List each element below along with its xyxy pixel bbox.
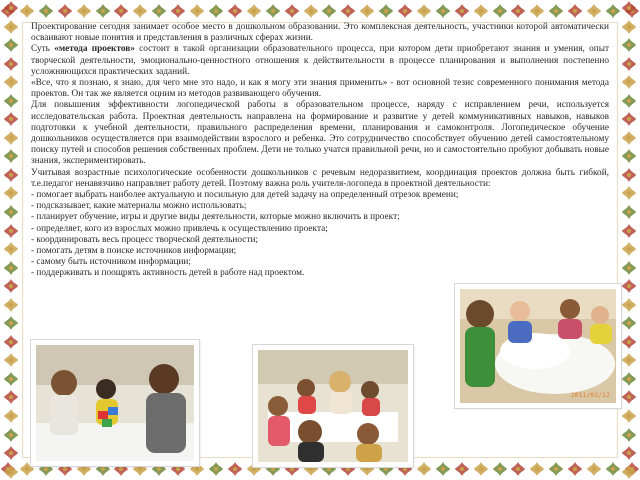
ornament-flower-icon [3,93,19,109]
ornament-flower-icon [3,352,19,368]
ornament-flower-icon [621,93,637,109]
ornament-flower-icon [621,278,637,294]
ornament-flower-icon [113,3,129,19]
ornament-flower-icon [416,3,432,19]
ornament-flower-icon [3,74,19,90]
ornament-flower-icon [529,461,545,477]
ornament-flower-icon [605,461,621,477]
ornament-flower-icon [621,204,637,220]
ornament-flower-icon [621,389,637,405]
paragraph-intro: Проектирование сегодня занимает особое место в дошкольном образовании. Это комплексная деятельность, участники которой автоматически осваивают новые понятия и представления в различных сферах жизни. [31,22,609,44]
ornament-flower-icon [624,461,640,477]
ornament-flower-icon [621,371,637,387]
paragraph-method-prefix: Суть [31,44,55,55]
ornament-flower-icon [510,461,526,477]
ornament-flower-icon [227,461,243,477]
list-item: - координировать весь процесс творческой деятельности; [31,234,258,245]
ornament-flower-icon [621,445,637,461]
ornament-flower-icon [621,223,637,239]
paragraph-method-rest: состоит в такой организации образовательного процесса, при котором дети приобретают знания и умения, опыт творческой деятельности, эмоционально-ценностного отношения к действительности в процессе планирования и выполнения постепенно усложняющихся практических заданий. [31,44,610,77]
paragraph-quote: «Все, что я познаю, я знаю, для чего мне это надо, и как я могу эти знания применить» - вот основной тезис современного понимания метода проектов. Он так же является оцним из методов развивающего обучения. [31,78,609,100]
paragraph-method-bold: «метода проектов» [54,44,135,55]
ornament-flower-icon [359,3,375,19]
ornament-flower-icon [621,130,637,146]
ornament-flower-icon [3,315,19,331]
ornament-flower-icon [621,297,637,313]
paragraph-coordination: Учитывая возрастные психологические особенности дошкольников с речевым недоразвитием, координация проектов должна быть гибкой, т.е.педагог ненавязчиво направляет работу детей. Поэтому важна роль учителя-логопеда в проектной деятельности: [31,167,609,189]
ornament-flower-icon [3,111,19,127]
ornament-flower-icon [621,260,637,276]
ornament-flower-icon [76,3,92,19]
list-item: - помогать детям в поиске источников информации; [31,246,237,257]
ornament-flower-icon [3,37,19,53]
ornament-flower-icon [621,427,637,443]
photo-date-stamp: 2011/02/12 [570,392,610,399]
ornament-flower-icon [189,3,205,19]
ornament-flower-icon [621,241,637,257]
ornament-flower-icon [3,334,19,350]
document-body [31,22,609,280]
ornament-flower-icon [3,148,19,164]
ornament-flower-icon [3,204,19,220]
ornament-border-right [618,0,640,480]
ornament-flower-icon [621,0,637,16]
ornament-flower-icon [621,56,637,72]
ornament-flower-icon [3,241,19,257]
ornament-flower-icon [284,3,300,19]
ornament-flower-icon [435,461,451,477]
list-item: - подсказывает, какие материалы можно использовать; [31,201,247,212]
ornament-flower-icon [3,408,19,424]
ornament-flower-icon [621,352,637,368]
ornament-flower-icon [492,461,508,477]
ornament-flower-icon [621,19,637,35]
ornament-flower-icon [378,3,394,19]
ornament-flower-icon [208,461,224,477]
ornament-flower-icon [19,3,35,19]
ornament-flower-icon [151,3,167,19]
ornament-flower-icon [321,3,337,19]
building-blocks-illustration [36,345,194,461]
ornament-flower-icon [3,445,19,461]
ornament-flower-icon [435,3,451,19]
ornament-flower-icon [621,334,637,350]
ornament-flower-icon [621,148,637,164]
ornament-flower-icon [510,3,526,19]
ornament-flower-icon [397,3,413,19]
ornament-flower-icon [227,3,243,19]
ornament-flower-icon [567,461,583,477]
ornament-flower-icon [265,3,281,19]
ornament-flower-icon [3,260,19,276]
ornament-flower-icon [454,461,470,477]
ornament-border-left [0,0,22,480]
ornament-flower-icon [621,37,637,53]
ornament-flower-icon [303,3,319,19]
ornament-flower-icon [416,461,432,477]
ornament-flower-icon [3,167,19,183]
list-item: - планирует обучение, игры и другие виды деятельности, которые можно включить в проект; [31,212,400,223]
list-item: - поддерживать и поощрять активность детей в работе над проектом. [31,268,305,279]
photo-children-building-blocks [31,340,199,466]
ornament-flower-icon [473,3,489,19]
ornament-flower-icon [170,3,186,19]
photo-children-cotton-craft [455,284,621,408]
ornament-flower-icon [340,3,356,19]
ornament-flower-icon [208,3,224,19]
ornament-flower-icon [621,464,637,480]
ornament-flower-icon [624,3,640,19]
ornament-flower-icon [548,461,564,477]
photo-children-at-table [253,345,413,467]
ornament-flower-icon [454,3,470,19]
ornament-flower-icon [621,74,637,90]
paragraph-method [31,44,609,78]
list-item: - определяет, кого из взрослых можно привлечь к осуществлению проекта; [31,223,328,234]
ornament-flower-icon [621,315,637,331]
cotton-craft-illustration [460,289,616,403]
ornament-flower-icon [3,0,19,16]
children-at-table-illustration [258,350,408,462]
ornament-flower-icon [586,461,602,477]
ornament-flower-icon [473,461,489,477]
ornament-flower-icon [621,185,637,201]
ornament-flower-icon [0,3,16,19]
ornament-flower-icon [246,3,262,19]
ornament-flower-icon [529,3,545,19]
ornament-flower-icon [57,3,73,19]
ornament-flower-icon [621,167,637,183]
teacher-role-list [31,190,609,280]
ornament-flower-icon [38,3,54,19]
ornament-flower-icon [132,3,148,19]
paragraph-speech-therapy: Для повышения эффективности логопедической работы в образовательном процессе, наряду с исправлением речи, используется исследовательская работа. Проектная деятельность направлена на формирование и развитие у детей коммуникативных навыков, навыков подготовки к учебной деятельности, правильного распределения времени, планирования и самоконтроля. Логопедическое обучение дошкольников осуществляется при взаимодействии взрослого и ребенка. Это сотрудничество способствует обучению детей самостоятельному поиску путей и способов решения собственных проблем. Дети не только учатся правильной речи, но и самостоятельно пробуют добывать новые знания, экспериментировать. [31,100,609,167]
ornament-flower-icon [492,3,508,19]
ornament-flower-icon [3,278,19,294]
ornament-flower-icon [3,371,19,387]
ornament-flower-icon [3,464,19,480]
ornament-flower-icon [3,130,19,146]
ornament-flower-icon [3,389,19,405]
ornament-flower-icon [3,427,19,443]
ornament-border-top [0,0,640,22]
ornament-flower-icon [548,3,564,19]
ornament-flower-icon [605,3,621,19]
list-item: - самому быть источником информации; [31,257,191,268]
ornament-flower-icon [3,56,19,72]
list-item: - помогает выбрать наиболее актуальную и посильную для детей задачу на определенный отрезок времени; [31,190,459,201]
ornament-flower-icon [3,223,19,239]
ornament-flower-icon [0,461,16,477]
ornament-flower-icon [3,19,19,35]
ornament-flower-icon [621,111,637,127]
ornament-flower-icon [95,3,111,19]
ornament-flower-icon [586,3,602,19]
ornament-flower-icon [3,185,19,201]
ornament-flower-icon [621,408,637,424]
ornament-flower-icon [567,3,583,19]
ornament-flower-icon [3,297,19,313]
